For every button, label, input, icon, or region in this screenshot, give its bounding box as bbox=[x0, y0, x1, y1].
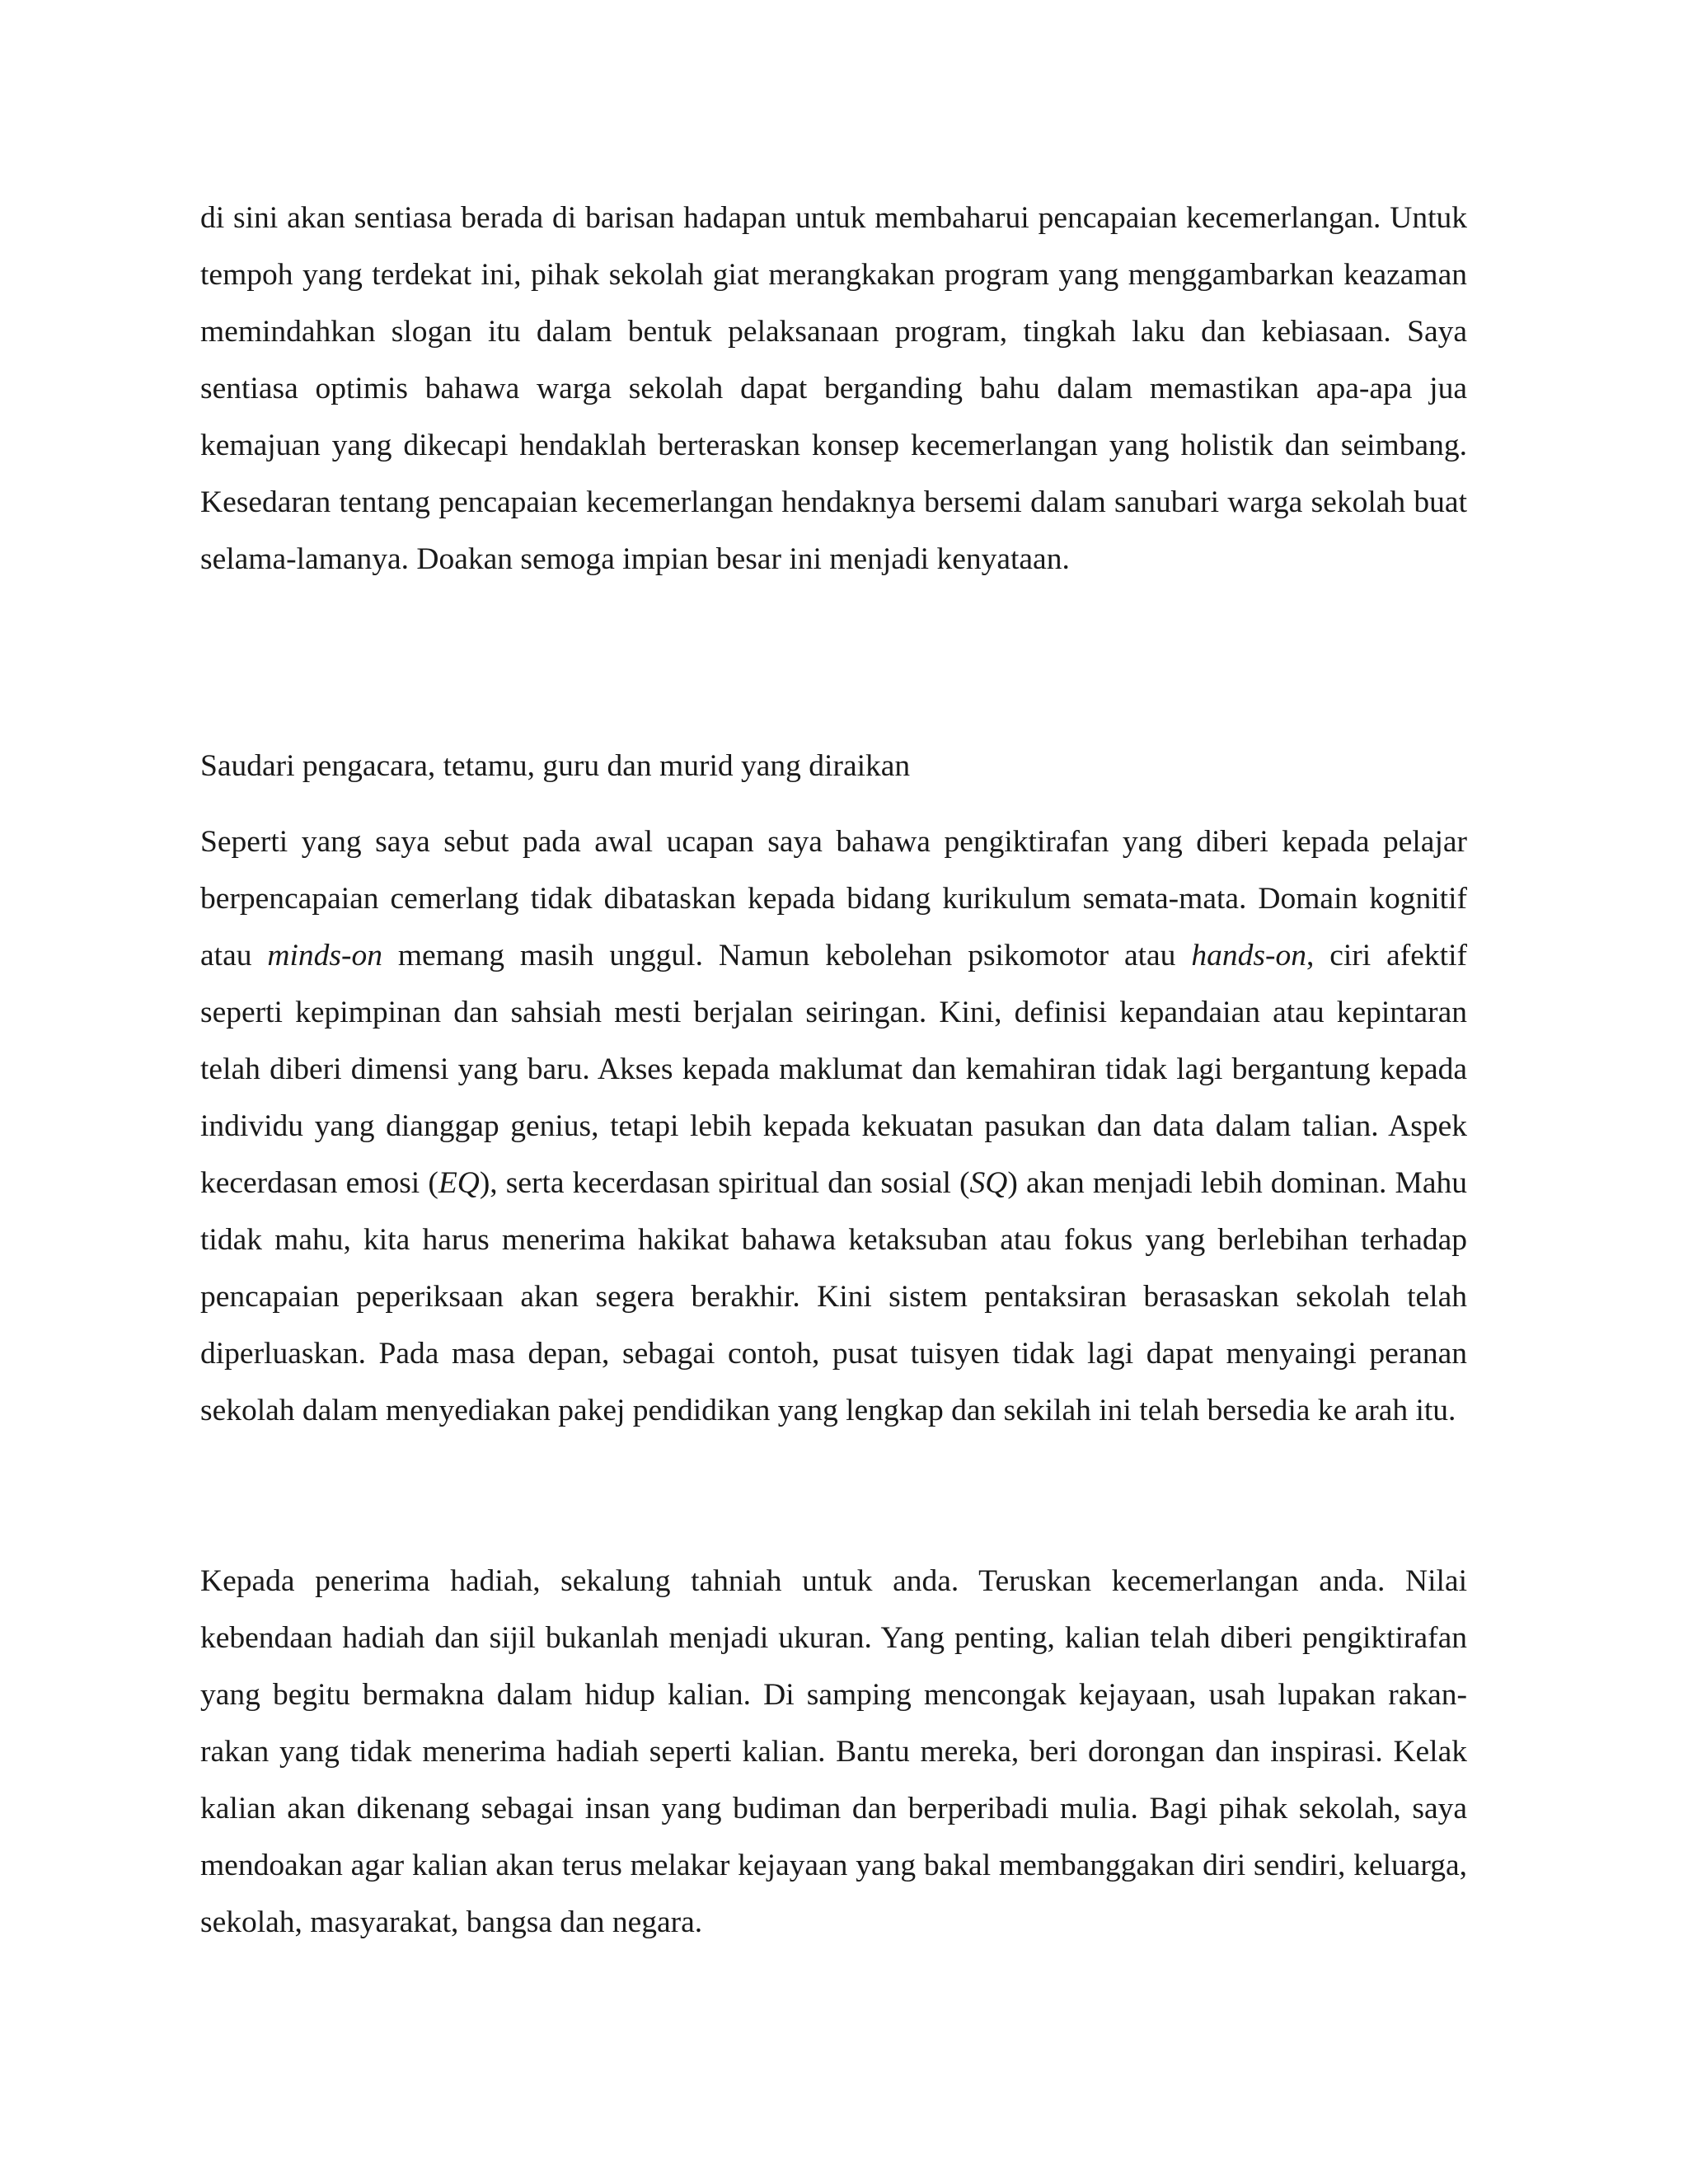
paragraph-1: di sini akan sentiasa berada di barisan hadapan untuk membaharui pencapaian kecemerlangan. Untuk tempoh yang terdekat ini, pihak sekolah giat merangkakan program yang menggambarkan keazaman memindahkan slogan itu dalam bentuk pelaksanaan program, tingkah laku dan kebiasaan. Saya sentiasa optimis bahawa warga sekolah dapat berganding bahu dalam memastikan apa-apa jua kemajuan yang dikecapi hendaklah berteraskan konsep kecemerlangan yang holistik dan seimbang. Kesedaran tentang pencapaian kecemerlangan hendaknya bersemi dalam sanubari warga sekolah buat selama-lamanya. Doakan semoga impian besar ini menjadi kenyataan. bbox=[200, 201, 1467, 576]
italic-term-hands-on: hands-on bbox=[1191, 939, 1306, 972]
paragraph-2 bbox=[200, 813, 1467, 1439]
italic-term-sq: SQ bbox=[969, 1166, 1008, 1200]
paragraph-2-text-3: , ciri afektif seperti kepimpinan dan sahsiah mesti berjalan seiringan. Kini, definisi kepandaian atau kepintaran telah diberi dimensi yang baru. Akses kepada maklumat dan kemahiran tidak lagi bergantung kepada individu yang dianggap genius, tetapi lebih kepada kekuatan pasukan dan data dalam talian. Aspek kecerdasan emosi ( bbox=[200, 939, 1467, 1200]
italic-term-minds-on: minds-on bbox=[267, 939, 382, 972]
italic-term-eq: EQ bbox=[438, 1166, 480, 1200]
paragraph-3: Kepada penerima hadiah, sekalung tahniah untuk anda. Teruskan kecemerlangan anda. Nilai kebendaan hadiah dan sijil bukanlah menjadi ukuran. Yang penting, kalian telah diberi pengiktirafan yang begitu bermakna dalam hidup kalian. Di samping mencongak kejayaan, usah lupakan rakan-rakan yang tidak menerima hadiah seperti kalian. Bantu mereka, beri dorongan dan inspirasi. Kelak kalian akan dikenang sebagai insan yang budiman dan berperibadi mulia. Bagi pihak sekolah, saya mendoakan agar kalian akan terus melakar kejayaan yang bakal membanggakan diri sendiri, keluarga, sekolah, masyarakat, bangsa dan negara. bbox=[200, 1564, 1467, 1939]
paragraph-2-text-1: Seperti yang saya sebut pada awal ucapan saya bahawa pengiktirafan yang diberi kepada pelajar berpencapaian cemerlang tidak dibataskan kepada bidang kurikulum semata-mata. Domain kognitif atau bbox=[200, 825, 1467, 972]
salutation: Saudari pengacara, tetamu, guru dan murid yang diraikan bbox=[200, 749, 911, 783]
paragraph-2-text-4: ), serta kecerdasan spiritual dan sosial ( bbox=[479, 1166, 970, 1200]
paragraph-2-text-2: memang masih unggul. Namun kebolehan psikomotor atau bbox=[382, 939, 1192, 972]
paragraph-2-text-5: ) akan menjadi lebih dominan. Mahu tidak mahu, kita harus menerima hakikat bahawa ketaksuban atau fokus yang berlebihan terhadap pencapaian peperiksaan akan segera berakhir. Kini sistem pentaksiran berasaskan sekolah telah diperluaskan. Pada masa depan, sebagai contoh, pusat tuisyen tidak lagi dapat menyaingi peranan sekolah dalam menyediakan pakej pendidikan yang lengkap dan sekilah ini telah bersedia ke arah itu. bbox=[200, 1166, 1467, 1427]
